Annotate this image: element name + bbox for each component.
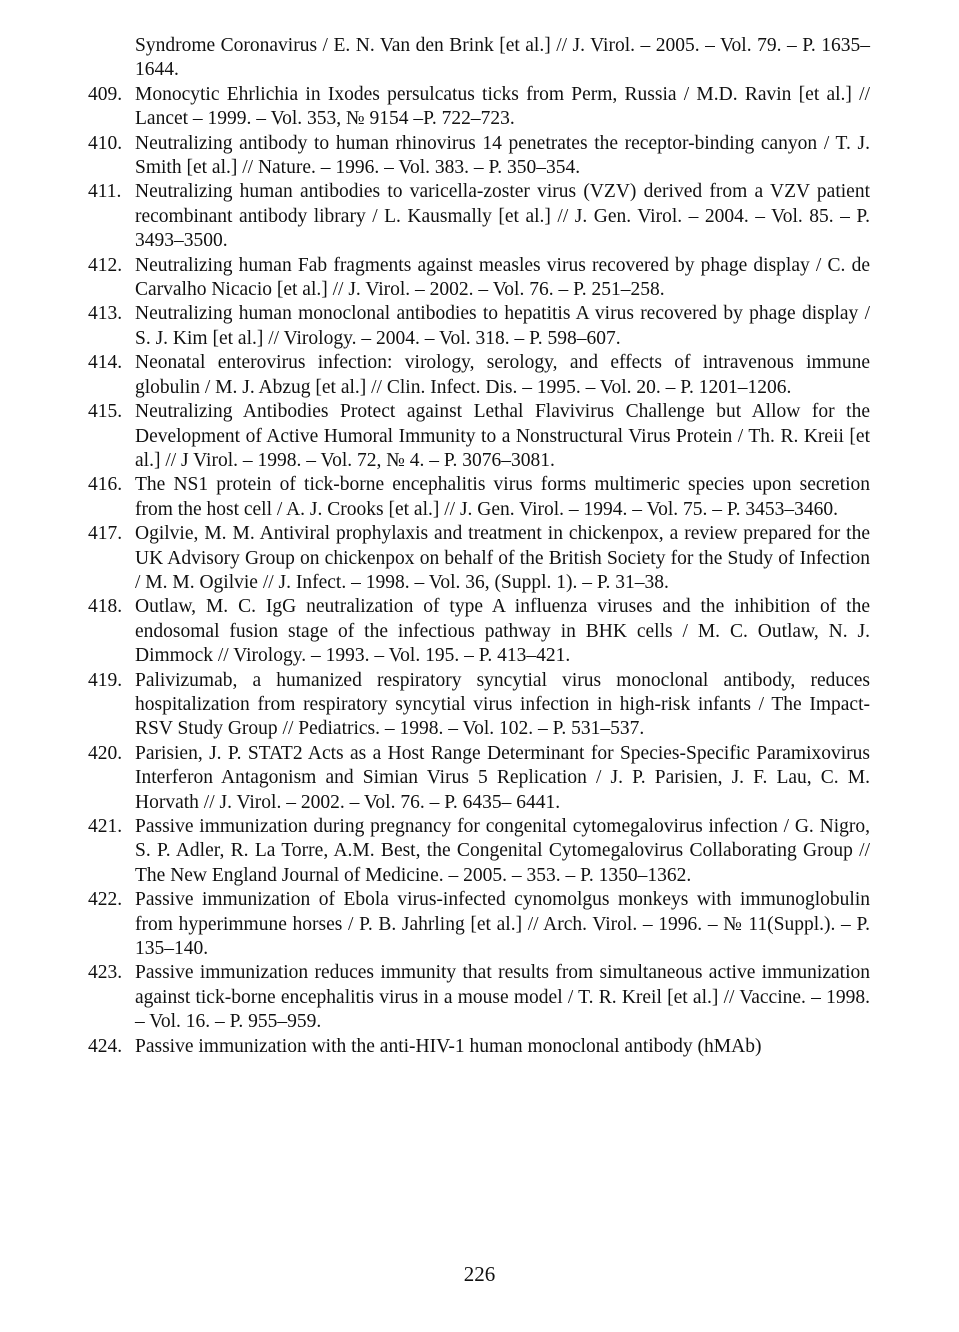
reference-number: 419.: [88, 669, 123, 691]
reference-entry: [88, 815, 870, 888]
reference-entry: [88, 302, 870, 351]
reference-text: Monocytic Ehrlichia in Ixodes persulcatus ticks from Perm, Russia / M.D. Ravin [et al.] // Lancet – 1999. – Vol. 353, № 9154 –P. 722–723.: [135, 83, 870, 130]
reference-number: 409.: [88, 83, 123, 105]
reference-text: Neutralizing human monoclonal antibodies to hepatitis A virus recovered by phage display / S. J. Kim [et al.] // Virology. – 2004. – Vol. 318. – P. 598–607.: [135, 303, 870, 349]
reference-number: 415.: [88, 401, 123, 423]
reference-entry: [88, 473, 870, 522]
reference-entry: [88, 1035, 870, 1059]
reference-entry: [88, 254, 870, 303]
reference-text: Neonatal enterovirus infection: virology, serology, and effects of intravenous immune globulin / M. J. Abzug [et al.] // Clin. Infect. Dis. – 1995. – Vol. 20. – P. 1201–1206.: [135, 352, 870, 398]
reference-entry: [88, 132, 870, 181]
reference-number: 424.: [88, 1035, 123, 1057]
reference-entry: [88, 180, 870, 253]
reference-number: 417.: [88, 523, 123, 545]
reference-text: The NS1 protein of tick-borne encephalitis virus forms multimeric species upon secretion from the host cell / A. J. Crooks [et al.] // J. Gen. Virol. – 1994. – Vol. 75. – P. 3453–3460.: [135, 474, 870, 520]
reference-text: Neutralizing antibody to human rhinovirus 14 penetrates the receptor-binding canyon / T. J. Smith [et al.] // Nature. – 1996. – Vol. 383. – P. 350–354.: [135, 132, 870, 179]
reference-number: 416.: [88, 474, 123, 496]
reference-text: Passive immunization with the anti-HIV-1 human monoclonal antibody (hMAb): [135, 1035, 762, 1057]
reference-text: Neutralizing human antibodies to varicella-zoster virus (VZV) derived from a VZV patient recombinant antibody library / L. Kausmally [et al.] // J. Gen. Virol. – 2004. – Vol. 85. – P. 3493–3500.: [135, 181, 870, 252]
reference-text: Passive immunization during pregnancy for congenital cytomegalovirus infection / G. Nigro, S. P. Adler, R. La Torre, A.M. Best, the Congenital Cytomegalovirus Collaborating Group // The New England Journal of Medicine. – 2005. – 353. – P. 1350–1362.: [135, 816, 870, 886]
reference-entry: [88, 961, 870, 1034]
reference-entry: [88, 400, 870, 473]
reference-entry: [88, 742, 870, 815]
reference-text: Passive immunization of Ebola virus-infected cynomolgus monkeys with immunoglobulin from hyperimmune horses / P. B. Jahrling [et al.] // Arch. Virol. – 1996. – № 11(Suppl.). – P. 135–140.: [135, 889, 870, 960]
reference-number: 418.: [88, 596, 123, 618]
reference-entry: [88, 669, 870, 742]
reference-list: [88, 34, 870, 1059]
reference-number: 411.: [88, 181, 122, 203]
reference-number: 410.: [88, 132, 123, 154]
reference-continuation: Syndrome Coronavirus / E. N. Van den Brink [et al.] // J. Virol. – 2005. – Vol. 79. – P. 1635–1644.: [135, 35, 870, 81]
reference-text: Neutralizing human Fab fragments against measles virus recovered by phage display / C. de Carvalho Nicacio [et al.] // J. Virol. – 2002. – Vol. 76. – P. 251–258.: [135, 254, 870, 301]
reference-number: 423.: [88, 962, 123, 984]
reference-entry: [88, 595, 870, 668]
reference-number: 420.: [88, 742, 123, 764]
reference-text: Neutralizing Antibodies Protect against Lethal Flavivirus Challenge but Allow for the Development of Active Humoral Immunity to a Nonstructural Virus Protein / Th. R. Kreii [et al.] // J Virol. – 1998. – Vol. 72, № 4. – P. 3076–3081.: [135, 401, 870, 471]
reference-entry: [88, 351, 870, 400]
reference-number: 414.: [88, 352, 123, 374]
reference-entry: [88, 888, 870, 961]
reference-number: 421.: [88, 816, 123, 837]
reference-number: 412.: [88, 254, 123, 276]
reference-text: Parisien, J. P. STAT2 Acts as a Host Range Determinant for Species-Specific Paramixovirus Interferon Antagonism and Simian Virus 5 Replication / J. P. Parisien, J. F. Lau, C. M. Horvath // J. Virol. – 2002. – Vol. 76. – P. 6435– 6441.: [135, 742, 870, 813]
reference-entry: [88, 83, 870, 132]
reference-number: 413.: [88, 303, 123, 325]
reference-text: Passive immunization reduces immunity that results from simultaneous active immunization against tick-borne encephalitis virus in a mouse model / T. R. Kreil [et al.] // Vaccine. – 1998. – Vol. 16. – P. 955–959.: [135, 962, 870, 1033]
reference-text: Outlaw, M. C. IgG neutralization of type A influenza viruses and the inhibition of the endosomal fusion stage of the infectious pathway in BHK cells / M. C. Outlaw, N. J. Dimmock // Virology. – 1993. – Vol. 195. – P. 413–421.: [135, 596, 870, 667]
reference-entry: [88, 522, 870, 595]
reference-number: 422.: [88, 889, 123, 911]
reference-text: Palivizumab, a humanized respiratory syncytial virus monoclonal antibody, reduces hospitalization from respiratory syncytial virus infection in high-risk infants / The Impact-RSV Study Group // Pediatrics. – 1998. – Vol. 102. – P. 531–537.: [135, 669, 870, 740]
page-number: 226: [463, 1262, 496, 1286]
reference-text: Ogilvie, M. M. Antiviral prophylaxis and treatment in chickenpox, a review prepared for the UK Advisory Group on chickenpox on behalf of the British Society for the Study of Infection / M. M. Ogilvie // J. Infect. – 1998. – Vol. 36, (Suppl. 1). – P. 31–38.: [135, 523, 870, 593]
